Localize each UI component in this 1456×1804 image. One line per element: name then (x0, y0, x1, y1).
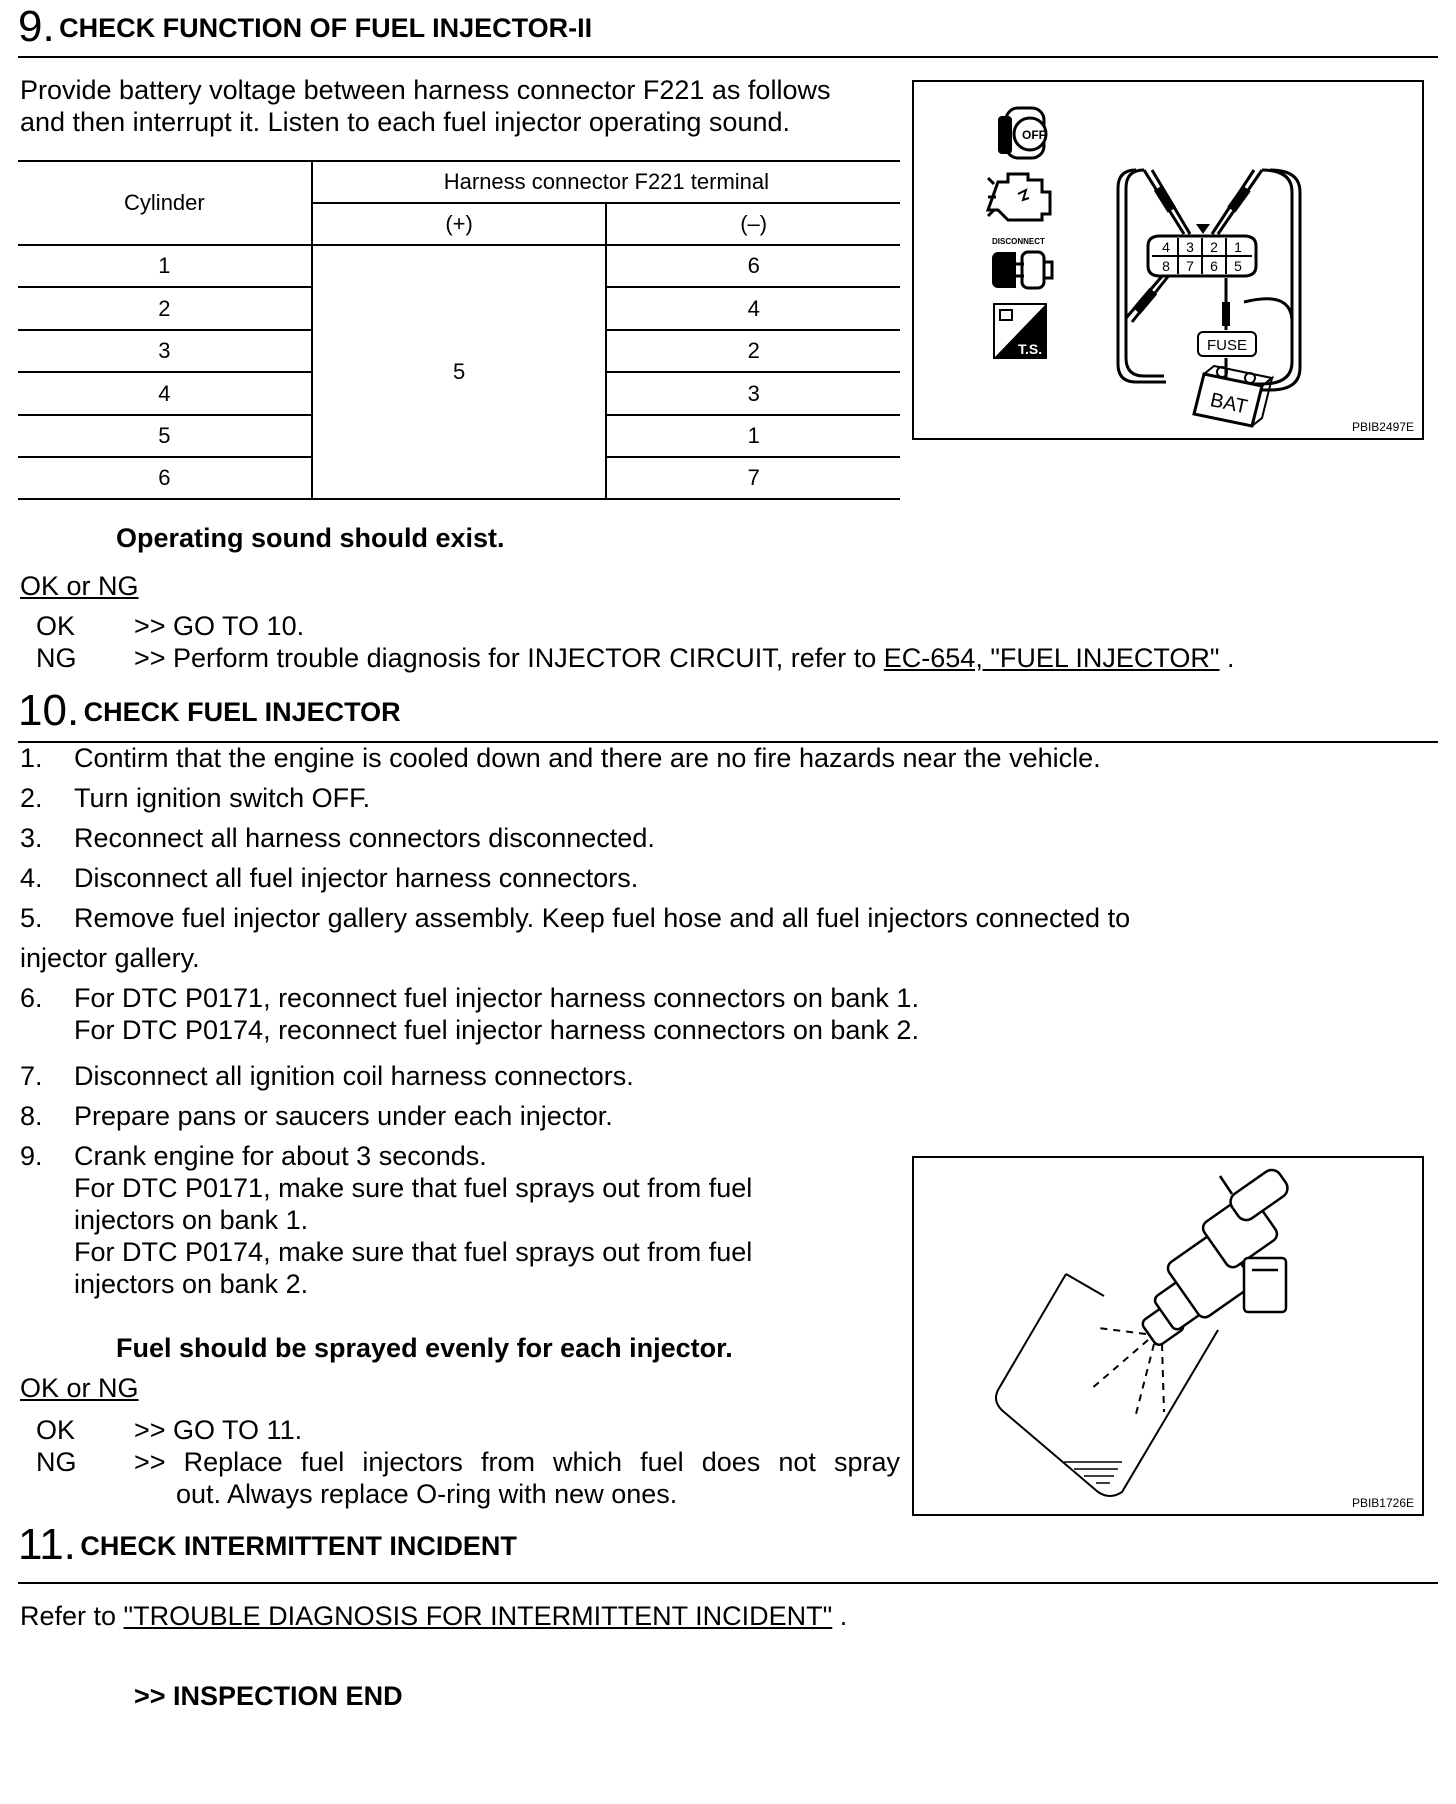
bat-label: BAT (1208, 389, 1250, 419)
table-row-cyl: 4 (18, 372, 312, 415)
step10-ng-text2: out. Always replace O-ring with new ones. (176, 1479, 678, 1509)
table-row-minus: 6 (606, 245, 900, 287)
list-text: Turn ignition switch OFF. (74, 783, 371, 813)
table-row-cyl: 1 (18, 245, 312, 287)
connector-battery-diagram (914, 82, 1422, 438)
step11-rule (18, 1582, 1438, 1584)
step9-number: 9. (18, 2, 55, 51)
list-number: 3. (20, 823, 43, 853)
list-number: 2. (20, 783, 43, 813)
terminal-label: 1 (1234, 239, 1242, 255)
refer-text: Refer to (20, 1601, 124, 1631)
terminal-label: 2 (1210, 239, 1218, 255)
inspection-end-text: >> INSPECTION END (134, 1681, 403, 1711)
table-row-minus: 3 (606, 372, 900, 415)
fuse-icon (1198, 332, 1256, 356)
terminal-label: 5 (1234, 258, 1242, 274)
step9-ok-label: OK (36, 611, 76, 641)
list-number: 6. (20, 983, 43, 1013)
col-minus-header: (–) (606, 203, 900, 245)
disconnect-label: DISCONNECT (992, 237, 1045, 246)
list-item-continuation: injector gallery. (20, 943, 200, 973)
connector-f221-icon (1148, 224, 1256, 276)
table-row-minus: 4 (606, 287, 900, 330)
list-text: injectors on bank 2. (74, 1269, 309, 1299)
injector-spray-diagram (914, 1158, 1422, 1514)
step10-ng-text1: >> Replace fuel injectors from which fuel does not spray (134, 1447, 900, 1477)
list-text: Remove fuel injector gallery assembly. Keep fuel hose and all fuel injectors connected to (74, 903, 1131, 933)
table-row-cyl: 2 (18, 287, 312, 330)
fuel-injector-icon (1140, 1166, 1291, 1347)
col-cylinder-header: Cylinder (18, 161, 312, 245)
list-text: Prepare pans or saucers under each injector. (74, 1101, 613, 1131)
step11-heading (18, 1520, 517, 1570)
figure-code: PBIB1726E (1351, 1496, 1414, 1510)
step10-number: 10. (18, 686, 80, 735)
disconnect-icon (992, 252, 1052, 288)
step9-intro-line1: Provide battery voltage between harness connector F221 as follows (20, 75, 831, 105)
list-text: For DTC P0171, reconnect fuel injector harness connectors on bank 1. (74, 983, 919, 1013)
table-row-minus: 7 (606, 457, 900, 499)
step9-title: CHECK FUNCTION OF FUEL INJECTOR-II (59, 13, 593, 43)
step9-ng-text: >> Perform trouble diagnosis for INJECTOR CIRCUIT, refer to (134, 643, 877, 673)
step9-rule (18, 56, 1438, 58)
step10-heading (18, 686, 401, 736)
list-number: 4. (20, 863, 43, 893)
step9-okng: OK or NG (20, 571, 139, 601)
step9-ng-row (134, 642, 1235, 674)
list-text: injectors on bank 1. (74, 1205, 309, 1235)
step9-intro (20, 74, 900, 138)
figure-code: PBIB2497E (1351, 420, 1414, 434)
step9-note: Operating sound should exist. (116, 523, 505, 553)
step9-intro-line2: and then interrupt it. Listen to each fuel injector operating sound. (20, 107, 791, 137)
list-text: For DTC P0174, reconnect fuel injector harness connectors on bank 2. (74, 1015, 919, 1045)
terminal-label: 8 (1162, 258, 1170, 274)
engine-icon (988, 174, 1050, 220)
col-group-header: Harness connector F221 terminal (312, 161, 900, 203)
table-row-cyl: 3 (18, 330, 312, 372)
fuse-label: FUSE (1206, 337, 1248, 354)
list-text: Reconnect all harness connectors disconnected. (74, 823, 655, 853)
refer-post: . (832, 1601, 848, 1631)
ts-icon (994, 304, 1046, 358)
list-text: For DTC P0174, make sure that fuel sprays out from fuel (74, 1237, 753, 1267)
list-number: 1. (20, 743, 43, 773)
list-text: Contirm that the engine is cooled down and there are no fire hazards near the vehicle. (74, 743, 1101, 773)
fuel-injector-link[interactable]: EC-654, "FUEL INJECTOR" (883, 643, 1220, 673)
inspection-end (134, 1680, 403, 1712)
step10-okng: OK or NG (20, 1373, 139, 1403)
battery-icon (1194, 366, 1272, 426)
step9-ok-text: >> GO TO 10. (134, 611, 305, 641)
ts-label: T.S. (1018, 341, 1043, 357)
figure-connector-battery (912, 80, 1424, 440)
step10-note: Fuel should be sprayed evenly for each injector. (116, 1333, 733, 1363)
step10-ng-label: NG (36, 1447, 77, 1477)
list-text: Crank engine for about 3 seconds. (74, 1141, 487, 1171)
step10-title: CHECK FUEL INJECTOR (83, 697, 401, 727)
terminal-label: 3 (1186, 239, 1194, 255)
terminal-label: 7 (1186, 258, 1194, 274)
list-text: For DTC P0171, make sure that fuel sprays out from fuel (74, 1173, 753, 1203)
step11-number: 11. (18, 1520, 76, 1569)
ignition-off-icon (998, 108, 1046, 158)
list-number: 5. (20, 903, 43, 933)
list-number: 8. (20, 1101, 43, 1131)
list-number: 7. (20, 1061, 43, 1091)
harness-table (18, 160, 900, 500)
fuel-liquid (1064, 1462, 1122, 1483)
list-text: Disconnect all fuel injector harness connectors. (74, 863, 639, 893)
table-row-minus: 1 (606, 415, 900, 457)
plus-value: 5 (312, 245, 607, 499)
table-row-cyl: 6 (18, 457, 312, 499)
off-label: OFF (1022, 128, 1046, 142)
figure-injector-spray (912, 1156, 1424, 1516)
terminal-label: 4 (1162, 239, 1170, 255)
intermittent-incident-link[interactable]: "TROUBLE DIAGNOSIS FOR INTERMITTENT INCIDENT" (123, 1601, 833, 1631)
step9-ng-post: . (1227, 643, 1235, 673)
terminal-label: 6 (1210, 258, 1218, 274)
step11-refer (20, 1600, 847, 1632)
step10-ok-label: OK (36, 1415, 76, 1445)
step11-title: CHECK INTERMITTENT INCIDENT (80, 1531, 517, 1561)
table-row-cyl: 5 (18, 415, 312, 457)
step9-ng-label: NG (36, 643, 77, 673)
step9-heading (18, 2, 592, 52)
list-number: 9. (20, 1141, 43, 1171)
list-text: Disconnect all ignition coil harness connectors. (74, 1061, 634, 1091)
col-plus-header: (+) (312, 203, 607, 245)
table-row-minus: 2 (606, 330, 900, 372)
step10-ok-text: >> GO TO 11. (134, 1415, 303, 1445)
